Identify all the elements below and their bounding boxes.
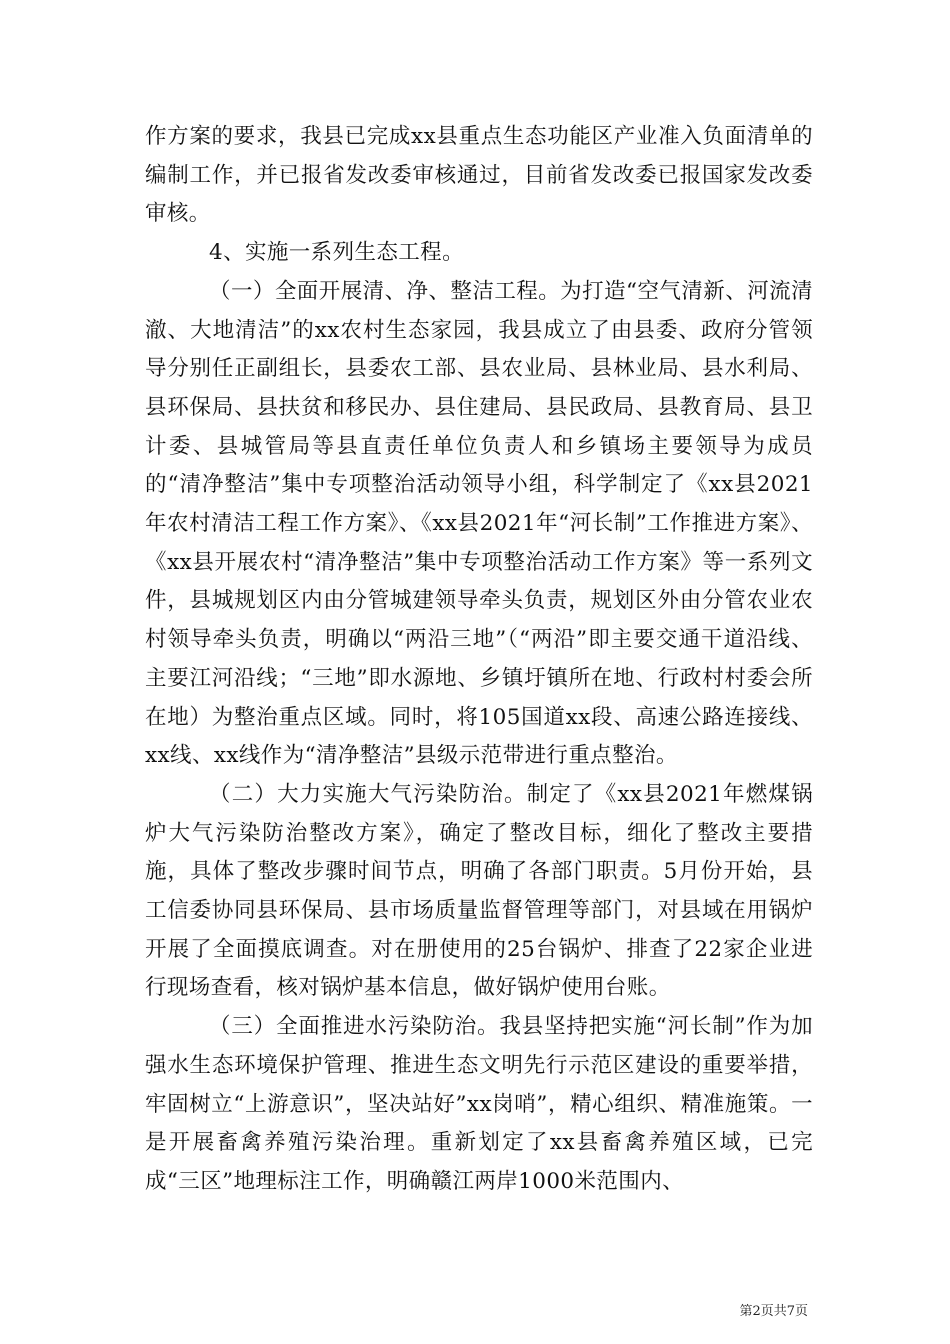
- paragraph-air-pollution: （二）大力实施大气污染防治。制定了《xx县2021年燃煤锅炉大气污染防治整改方案》，确定了整改目标，细化了整改主要措施，具体了整改步骤时间节点，明确了各部门职责。5月份开始，县工信委协同县环保局、县市场质量监督管理等部门，对县域在用锅炉开展了全面摸底调查。对在册使用的25台锅炉、排查了22家企业进行现场查看，核对锅炉基本信息，做好锅炉使用台账。: [145, 781, 813, 1001]
- paragraph-continuation: 作方案的要求，我县已完成xx县重点生态功能区产业准入负面清单的编制工作，并已报省发改委审核通过，目前省发改委已报国家发改委审核。: [145, 124, 813, 227]
- page-number: 第2页共7页: [739, 1304, 808, 1319]
- document-body: [145, 118, 813, 1202]
- paragraph-water-pollution: （三）全面推进水污染防治。我县坚持把实施“河长制”作为加强水生态环境保护管理、推进生态文明先行示范区建设的重要举措，牢固树立“上游意识”，坚决站好”xx岗哨”，精心组织、精准施策。一是开展畜禽养殖污染治理。重新划定了xx县畜禽养殖区域，已完成“三区”地理标注工作，明确赣江两岸1000米范围内、: [145, 1014, 813, 1194]
- paragraph-heading-4: 4、实施一系列生态工程。: [209, 240, 464, 266]
- paragraph-clean-project: （一）全面开展清、净、整洁工程。为打造“空气清新、河流清澈、大地清洁”的xx农村生态家园，我县成立了由县委、政府分管领导分别任正副组长，县委农工部、县农业局、县林业局、县水利局、县环保局、县扶贫和移民办、县住建局、县民政局、县教育局、县卫计委、县城管局等县直责任单位负责人和乡镇场主要领导为成员的“清净整洁”集中专项整治活动领导小组，科学制定了《xx县2021年农村清洁工程工作方案》、《xx县2021年“河长制”工作推进方案》、《xx县开展农村“清净整洁”集中专项整治活动工作方案》等一系列文件，县城规划区内由分管城建领导牵头负责，规划区外由分管农业农村领导牵头负责，明确以“两沿三地”（“两沿”即主要交通干道沿线、主要江河沿线；“三地”即水源地、乡镇圩镇所在地、行政村村委会所在地）为整治重点区域。同时，将105国道xx段、高速公路连接线、xx线、xx线作为“清净整洁”县级示范带进行重点整治。: [145, 278, 813, 769]
